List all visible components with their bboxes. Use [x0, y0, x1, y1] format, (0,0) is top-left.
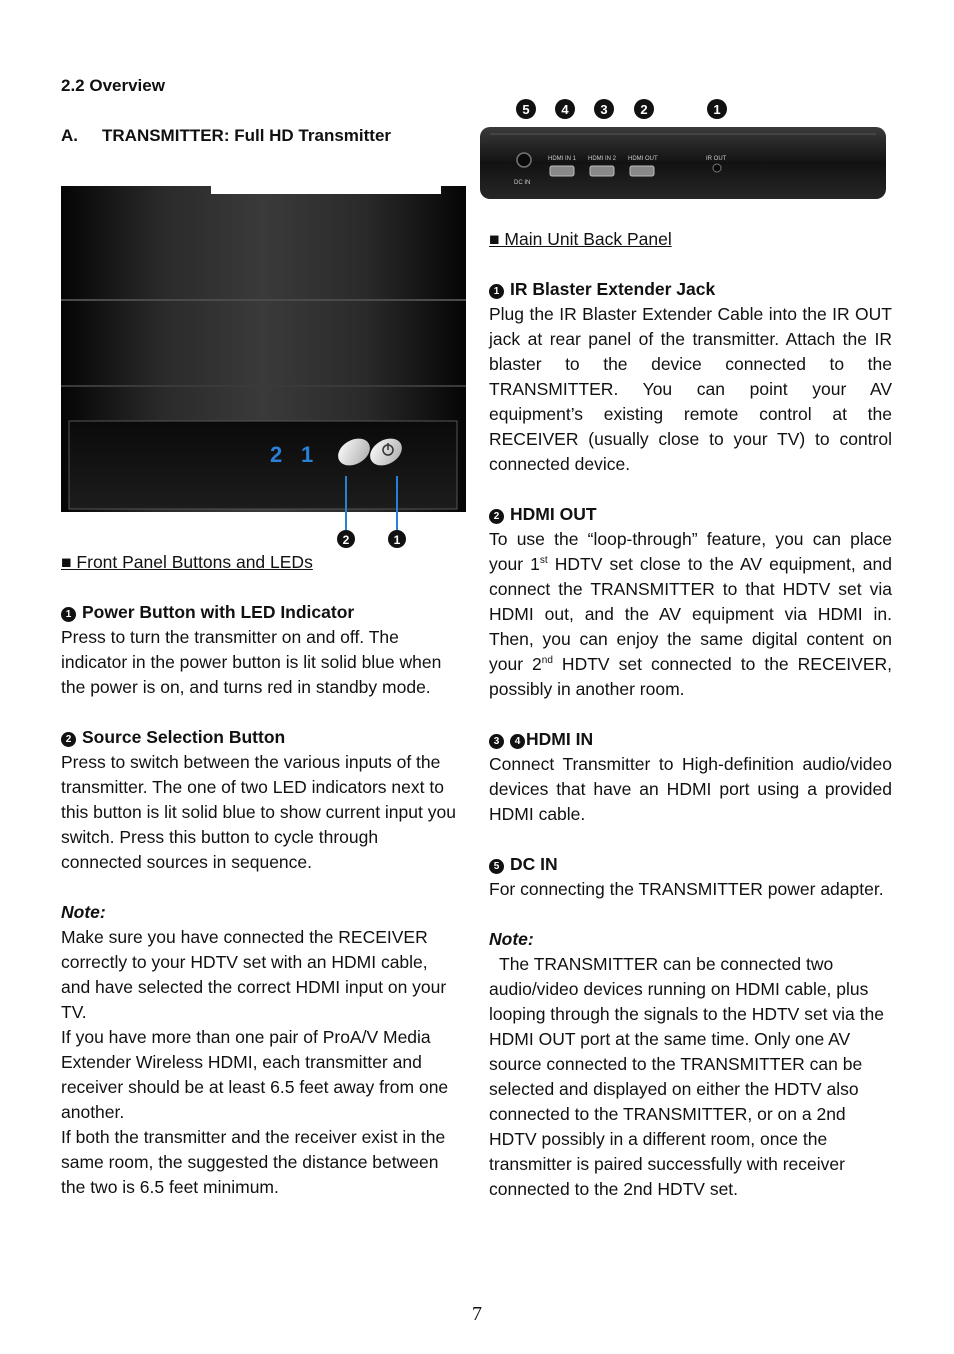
ir-body: Plug the IR Blaster Extender Cable into the IR OUT jack at rear panel of the transmitter. Attach the IR blaster to the device connected to the TRANSMITTER. You can point your AV equipment’s existing remote control at the RECEIVER (usually close to your TV) to control connected device. — [489, 304, 892, 474]
left-note-paragraph: If both the transmitter and the receiver exist in the same room, the suggested the distance between the two is 6.5 feet minimum. — [61, 1127, 446, 1197]
dc-in-heading: 5 DC IN — [489, 852, 892, 877]
hdmi-in-body: Connect Transmitter to High-definition audio/video devices that have an HDMI port using a provided HDMI cable. — [489, 754, 892, 824]
svg-text:5: 5 — [522, 102, 530, 117]
back-panel-caption: ■ Main Unit Back Panel — [489, 229, 672, 249]
svg-text:HDMI OUT: HDMI OUT — [628, 156, 658, 162]
power-body: Press to turn the transmitter on and off. The indicator in the power button is lit solid blue when the power is on, and turns red in standby mode. — [61, 627, 442, 697]
front-panel-caption: ■ Front Panel Buttons and LEDs — [61, 552, 313, 572]
svg-text:1: 1 — [713, 102, 721, 117]
hdmi-port-icon — [590, 166, 614, 176]
source-heading: 2 Source Selection Button — [61, 725, 459, 750]
ir-jack-icon — [713, 164, 721, 172]
svg-text:2: 2 — [640, 102, 648, 117]
hdmi-in-heading: 3 4 HDMI IN — [489, 727, 892, 752]
left-note-label: Note: — [61, 902, 106, 922]
hdmi-port-icon — [550, 166, 574, 176]
subsection-marker: A. — [61, 126, 78, 145]
svg-text:HDMI IN 2: HDMI IN 2 — [588, 156, 617, 162]
svg-text:2: 2 — [342, 533, 350, 547]
ir-heading: 1 IR Blaster Extender Jack — [489, 277, 892, 302]
left-note-paragraph: If you have more than one pair of ProA/V Media Extender Wireless HDMI, each transmitter and receiver should be at least 6.5 feet away from one another. — [61, 1027, 449, 1122]
front-panel-figure — [61, 186, 466, 548]
svg-text:IR OUT: IR OUT — [706, 156, 727, 162]
svg-text:HDMI IN 1: HDMI IN 1 — [548, 156, 577, 162]
number-4-icon: 4 — [510, 734, 525, 749]
left-note-paragraph: Make sure you have connected the RECEIVER correctly to your HDTV set with an HDMI cable, and have selected the correct HDMI input on your TV. — [61, 927, 447, 1022]
number-1-icon: 1 — [61, 607, 76, 622]
number-2-icon: 2 — [61, 732, 76, 747]
right-note-body: The TRANSMITTER can be connected two audio/video devices running on HDMI cable, plus looping through the signals to the HDTV set via the HDMI OUT port at the same time. Only one AV source connected to the TRANSMITTER can be selected and displayed on either the HDTV also connected to the TRANSMITTER, or on a 2nd HDTV possibly in a different room, once the transmitter is paired successfully with receiver connected to the 2nd HDTV set. — [489, 954, 884, 1199]
hdmi-out-body: To use the “loop-through” feature, you can place your 1st HDTV set close to the AV equipment, and connect the TRANSMITTER to that HDTV set via HDMI out, and the AV equipment via HDMI in. Then, you can enjoy the same digital content on your 2nd HDTV set connected to the RECEIVER, possibly in another room. — [489, 529, 892, 699]
source-body: Press to switch between the various inputs of the transmitter. The one of two LED indicators next to this button is lit solid blue to show current input you switch. Press this button to cycle through connected sources in sequence. — [61, 752, 456, 872]
number-5-icon: 5 — [489, 859, 504, 874]
input-led-2: 2 — [270, 442, 283, 467]
left-column — [61, 600, 459, 1200]
number-3-icon: 3 — [489, 734, 504, 749]
page-number: 7 — [472, 1303, 482, 1325]
subsection-title — [61, 126, 391, 146]
right-note-label: Note: — [489, 929, 534, 949]
back-panel-illustration — [480, 96, 886, 206]
number-2-icon: 2 — [489, 509, 504, 524]
svg-text:4: 4 — [561, 102, 569, 117]
input-led-1: 1 — [301, 442, 314, 467]
hdmi-out-heading: 2 HDMI OUT — [489, 502, 892, 527]
svg-text:1: 1 — [393, 533, 401, 547]
number-1-icon: 1 — [489, 284, 504, 299]
power-heading: 1 Power Button with LED Indicator — [61, 600, 459, 625]
front-panel-illustration — [61, 186, 466, 548]
right-column — [489, 277, 892, 1202]
dc-in-body: For connecting the TRANSMITTER power adapter. — [489, 879, 884, 899]
hdmi-port-icon — [630, 166, 654, 176]
section-title: 2.2 Overview — [61, 76, 165, 95]
svg-text:DC IN: DC IN — [514, 180, 531, 186]
svg-text:3: 3 — [600, 102, 608, 117]
back-panel-figure — [480, 96, 886, 206]
dc-jack-icon — [517, 153, 531, 167]
subsection-title-text: TRANSMITTER: Full HD Transmitter — [102, 126, 392, 145]
